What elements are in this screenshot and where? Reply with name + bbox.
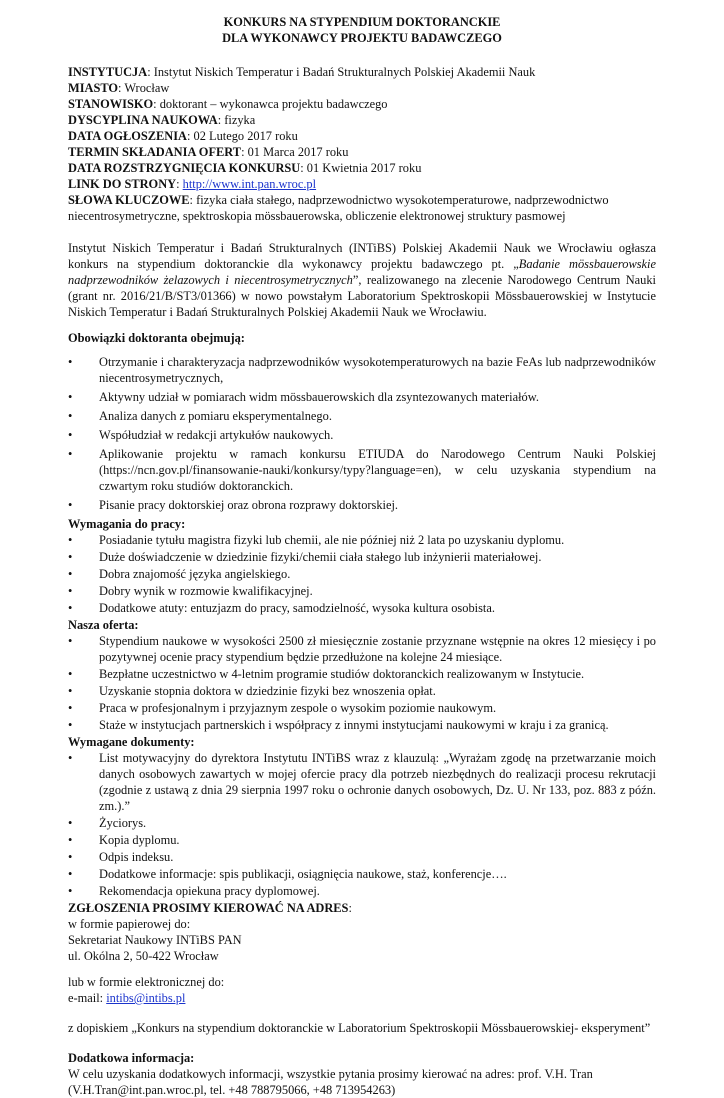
bullet: • (68, 601, 73, 615)
meta-discipline (68, 112, 656, 128)
meta-announcement-date (68, 128, 656, 144)
intro-text: ”, realizowanego na zlecenie Narodowego Centrum Nauki (grant nr. 2016/21/B/ST3/01366) w nowo powstałym Laboratorium Spektroskopii Mössbauerowskiej w Instytucie Niskich Temperatur i Badań Strukturalnych Polskiej Akademii Nauk we Wrocławiu. (68, 273, 656, 319)
list-item-text: List motywacyjny do dyrektora Instytutu INTiBS wraz z klauzulą: „Wyrażam zgodę na przetwarzanie moich danych osobowych zawartych w mojej ofercie pracy dla potrzeb niezbędnych do realizacji procesu rekrutacji (zgodnie z ustawą z dnia 29 sierpnia 1997 roku o ochronie danych osobowych, Dz. U. Nr 133, poz. 883 z późn. zm.).” (99, 751, 656, 813)
list-item (68, 354, 656, 386)
bullet: • (68, 867, 73, 881)
requirements-list (68, 532, 656, 616)
duties-heading: Obowiązki doktoranta obejmują: (68, 331, 245, 345)
meta-value: : fizyka ciała stałego, nadprzewodnictwo wysokotemperaturowe, nadprzewodnictwo niecentrosymetryczne, spektroskopia mössbauerowska, obliczenie elektronowej struktury pasmowej (68, 193, 609, 223)
meta-value: : Instytut Niskich Temperatur i Badań Strukturalnych Polskiej Akademii Nauk (147, 65, 536, 79)
title-line-2: DLA WYKONAWCY PROJEKTU BADAWCZEGO (222, 31, 502, 45)
list-item-text: Odpis indeksu. (99, 850, 174, 864)
bullet: • (68, 409, 73, 423)
submission-heading-text: ZGŁOSZENIA PROSIMY KIEROWAĆ NA ADRES (68, 901, 349, 915)
meta-label: TERMIN SKŁADANIA OFERT (68, 145, 242, 159)
list-item-text: Staże w instytucjach partnerskich i współpracy z innymi instytucjami naukowymi w kraju i za granicą. (99, 718, 609, 732)
bullet: • (68, 751, 73, 765)
bullet: • (68, 816, 73, 830)
list-item-text: Współudział w redakcji artykułów naukowych. (99, 428, 334, 442)
meta-position (68, 96, 656, 112)
bullet: • (68, 833, 73, 847)
meta-institution (68, 64, 656, 80)
project-title: Badanie mössbauerowskie nadprzewodników żelazowych i niecentrosymetrycznych (68, 257, 657, 287)
email-label: e-mail: (68, 991, 107, 1005)
additional-info (68, 1050, 656, 1098)
bullet: • (68, 718, 73, 732)
bullet: • (68, 567, 73, 581)
bullet: • (68, 355, 73, 369)
list-item-text: Życiorys. (99, 816, 147, 830)
list-item (68, 446, 656, 494)
list-item-text: Praca w profesjonalnym i przyjaznym zespole o wysokim poziomie naukowym. (99, 701, 497, 715)
submission-heading-colon: : (348, 901, 352, 915)
list-item (68, 583, 656, 599)
list-item-text: Aplikowanie projektu w ramach konkursu ETIUDA do Narodowego Centrum Nauki Polskiej (https://ncn.gov.pl/finansowanie-nauki/konkursy/typy?language=en), w celu uzyskania stypendium na czwartym roku studiów doktoranckich. (99, 447, 656, 493)
additional-text: W celu uzyskania dodatkowych informacji, wszystkie pytania prosimy kierować na adres: prof. V.H. Tran (V.H.Tran@int.pan.wroc.pl, tel. +48 788795066, +48 713954263) (68, 1067, 593, 1097)
meta-sep: : (176, 177, 183, 191)
website-link[interactable]: http://www.int.pan.wroc.pl (182, 177, 317, 191)
bullet: • (68, 447, 73, 461)
bullet: • (68, 701, 73, 715)
list-item (68, 750, 656, 814)
list-item (68, 497, 656, 513)
list-item (68, 532, 656, 548)
list-item-text: Aktywny udział w pomiarach widm mössbauerowskich dla zsyntezowanych materiałów. (99, 390, 539, 404)
bullet: • (68, 850, 73, 864)
additional-heading: Dodatkowa informacja: (68, 1051, 195, 1065)
list-item-text: Dodatkowe informacje: spis publikacji, osiągnięcia naukowe, staż, konferencje…. (99, 867, 507, 881)
meta-label: DATA ROZSTRZYGNIĘCIA KONKURSU (68, 161, 301, 175)
list-item (68, 633, 656, 665)
list-item-text: Dobra znajomość języka angielskiego. (99, 567, 291, 581)
bullet: • (68, 498, 73, 512)
document-title (68, 14, 656, 46)
list-item-text: Stypendium naukowe w wysokości 2500 zł miesięcznie zostanie przyznane wstępnie na okres 12 miesięcy i po pozytywnej ocenie pracy stypendium będzie przedłużone na kolejne 24 miesiące. (99, 634, 656, 664)
list-item (68, 427, 656, 443)
list-item (68, 389, 656, 405)
meta-label: MIASTO (68, 81, 119, 95)
bullet: • (68, 684, 73, 698)
list-item (68, 600, 656, 616)
list-item (68, 683, 656, 699)
meta-keywords (68, 192, 656, 224)
list-item (68, 832, 656, 848)
electronic-intro: lub w formie elektronicznej do: (68, 975, 225, 989)
list-item (68, 849, 656, 865)
list-item (68, 408, 656, 424)
list-item (68, 815, 656, 831)
spacer (68, 964, 656, 974)
paper-address-line-1: Sekretariat Naukowy INTiBS PAN (68, 933, 242, 947)
documents-heading: Wymagane dokumenty: (68, 735, 195, 749)
document-page (68, 14, 656, 1098)
list-item (68, 666, 656, 682)
list-item-text: Dobry wynik w rozmowie kwalifikacyjnej. (99, 584, 313, 598)
meta-label: STANOWISKO (68, 97, 154, 111)
intro-text: Instytut Niskich Temperatur i Badań Strukturalnych (INTiBS) Polskiej Akademii Nauk we Wrocławiu ogłasza konkurs na stypendium doktoranckie dla wykonawcy projektu badawczego pt. „ (68, 241, 656, 271)
meta-value: : fizyka (217, 113, 256, 127)
list-item (68, 566, 656, 582)
offer-list (68, 633, 656, 733)
meta-link (68, 176, 656, 192)
paper-address-line-2: ul. Okólna 2, 50-422 Wrocław (68, 949, 219, 963)
meta-value: : 02 Lutego 2017 roku (187, 129, 298, 143)
documents-list (68, 750, 656, 899)
email-link[interactable]: intibs@intibs.pl (106, 991, 186, 1005)
meta-label: DATA OGŁOSZENIA (68, 129, 187, 143)
intro-paragraph (68, 240, 656, 320)
metadata-block (68, 64, 656, 224)
bullet: • (68, 428, 73, 442)
list-item (68, 700, 656, 716)
list-item-text: Otrzymanie i charakteryzacja nadprzewodników wysokotemperaturowych na bazie FeAs lub nadprzewodników niecentrosymetrycznych, (99, 355, 656, 385)
bullet: • (68, 390, 73, 404)
list-item-text: Rekomendacja opiekuna pracy dyplomowej. (99, 884, 320, 898)
offer-heading: Nasza oferta: (68, 618, 139, 632)
email-line (68, 990, 656, 1006)
meta-resolution-date (68, 160, 656, 176)
list-item-text: Kopia dyplomu. (99, 833, 180, 847)
meta-value: : 01 Kwietnia 2017 roku (300, 161, 422, 175)
meta-label: INSTYTUCJA (68, 65, 148, 79)
list-item-text: Uzyskanie stopnia doktora w dziedzinie fizyki bez wnoszenia opłat. (99, 684, 436, 698)
list-item (68, 883, 656, 899)
list-item-text: Analiza danych z pomiaru eksperymentalnego. (99, 409, 332, 423)
bullet: • (68, 634, 73, 648)
list-item-text: Pisanie pracy doktorskiej oraz obrona rozprawy doktorskiej. (99, 498, 399, 512)
list-item-text: Duże doświadczenie w dziedzinie fizyki/chemii ciała stałego lub inżynierii materiałowej. (99, 550, 542, 564)
paper-intro: w formie papierowej do: (68, 917, 191, 931)
requirements-heading: Wymagania do pracy: (68, 517, 186, 531)
list-item-text: Bezpłatne uczestnictwo w 4-letnim programie studiów doktoranckich realizowanym w Instytucie. (99, 667, 585, 681)
bullet: • (68, 550, 73, 564)
bullet: • (68, 533, 73, 547)
bullet: • (68, 667, 73, 681)
meta-value: : 01 Marca 2017 roku (241, 145, 349, 159)
duties-list (68, 354, 656, 513)
list-item (68, 866, 656, 882)
bullet: • (68, 584, 73, 598)
title-line-1: KONKURS NA STYPENDIUM DOKTORANCKIE (223, 15, 501, 29)
list-item-text: Posiadanie tytułu magistra fizyki lub chemii, ale nie później niż 2 lata po uzyskaniu dyplomu. (99, 533, 565, 547)
meta-city (68, 80, 656, 96)
bullet: • (68, 884, 73, 898)
spacer (68, 1036, 656, 1050)
meta-deadline (68, 144, 656, 160)
submission-heading (68, 900, 656, 916)
list-item (68, 549, 656, 565)
spacer (68, 1006, 656, 1020)
meta-label: DYSCYPLINA NAUKOWA (68, 113, 218, 127)
submission-note: z dopiskiem „Konkurs na stypendium doktoranckie w Laboratorium Spektroskopii Mössbauerowskiej- eksperyment” (68, 1021, 651, 1035)
meta-label: SŁOWA KLUCZOWE (68, 193, 190, 207)
meta-value: : Wrocław (118, 81, 170, 95)
meta-label: LINK DO STRONY (68, 177, 177, 191)
list-item (68, 717, 656, 733)
meta-value: : doktorant – wykonawca projektu badawczego (153, 97, 388, 111)
submission-block (68, 900, 656, 1036)
list-item-text: Dodatkowe atuty: entuzjazm do pracy, samodzielność, wysoka kultura osobista. (99, 601, 495, 615)
